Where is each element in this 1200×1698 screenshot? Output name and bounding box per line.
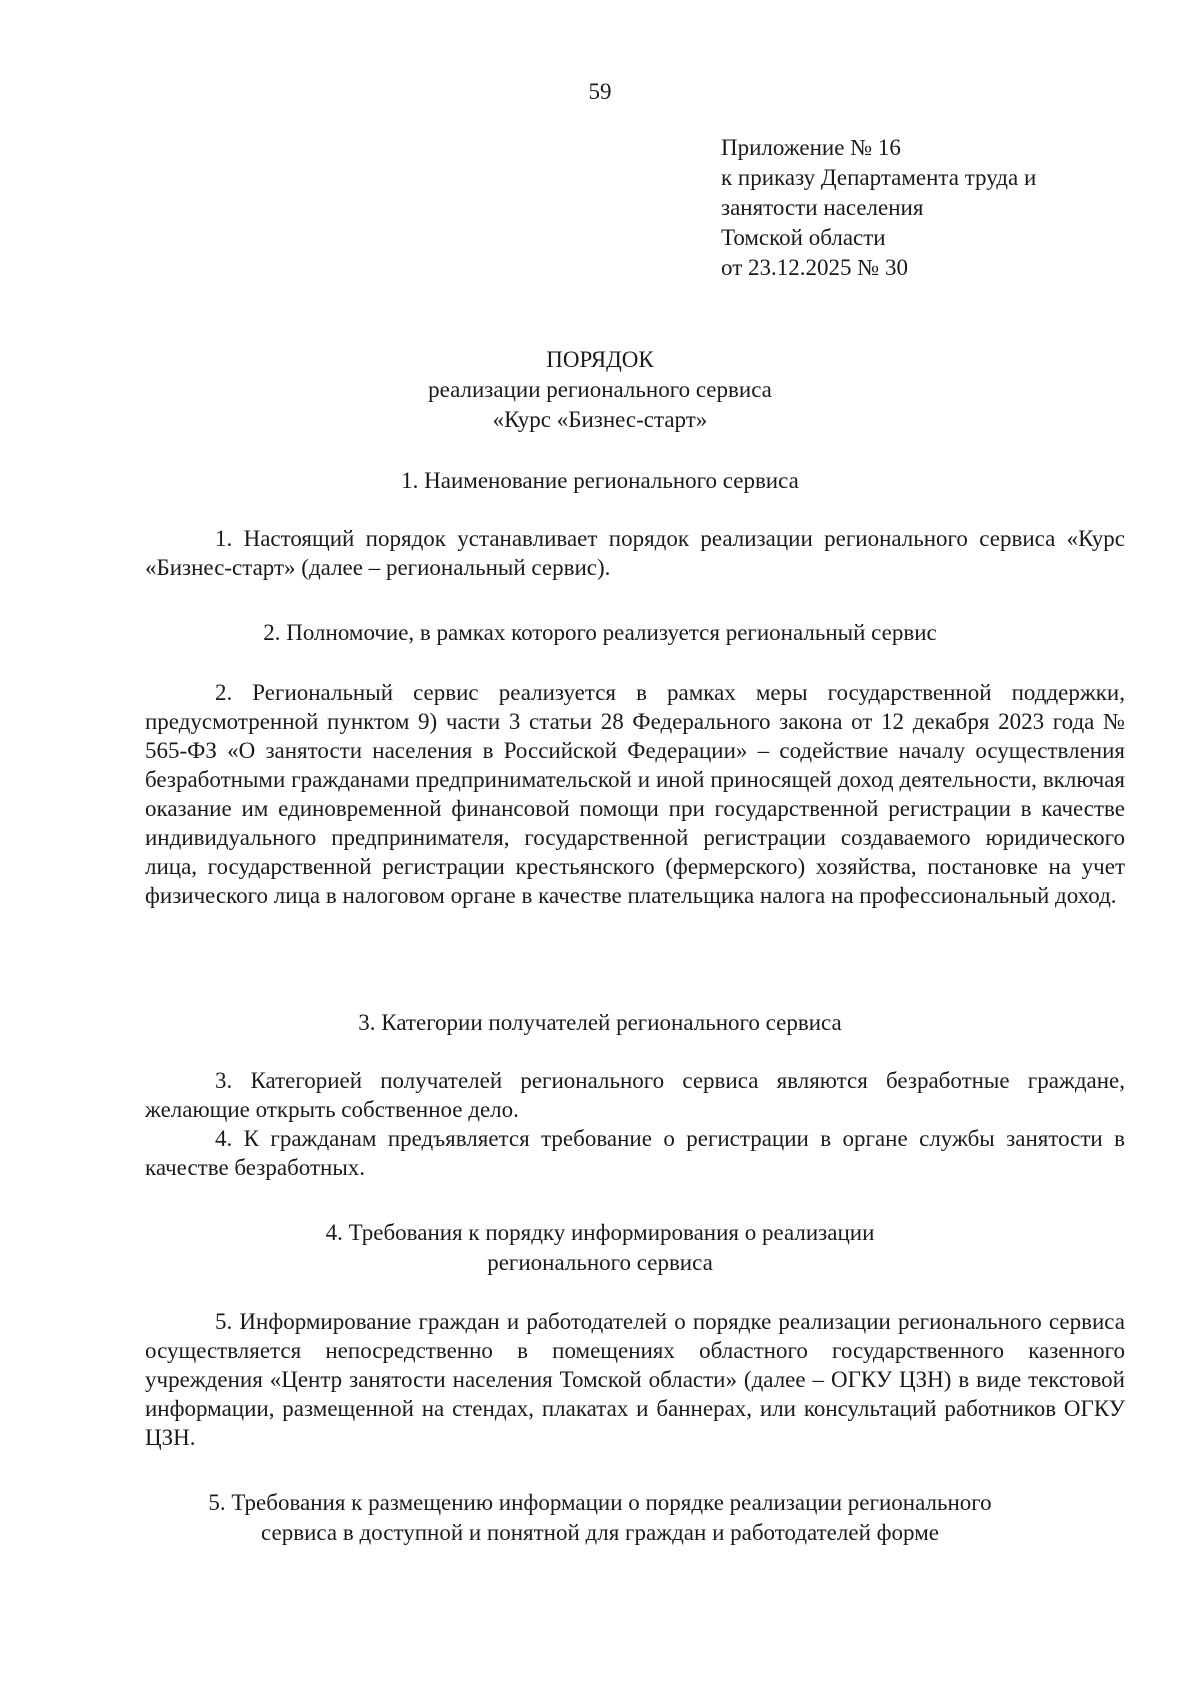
heading-line: сервиса в доступной и понятной для граждан и работодателей форме — [261, 1520, 939, 1545]
appendix-line: Приложение № 16 — [721, 135, 901, 160]
appendix-line: к приказу Департамента труда и — [721, 165, 1037, 190]
title-subtitle: реализации регионального сервиса — [428, 377, 772, 402]
appendix-line: Томской области — [721, 225, 886, 250]
paragraph-2: 2. Региональный сервис реализуется в рамках меры государственной поддержки, предусмотренной пунктом 9) части 3 статьи 28 Федерального закона от 12 декабря 2023 года № 565-ФЗ «О занятости населения в Российской Федерации» – содействие началу осуществления безработными гражданами предпринимательской и иной приносящей доход деятельности, включая оказание им единовременной финансовой помощи при государственной регистрации в качестве индивидуального предпринимателя, государственной регистрации создаваемого юридического лица, государственной регистрации крестьянского (фермерского) хозяйства, постановке на учет физического лица в налоговом органе в качестве плательщика налога на профессиональный доход. — [145, 680, 1125, 908]
paragraph-1: 1. Настоящий порядок устанавливает порядок реализации регионального сервиса «Курс «Бизнес-старт» (далее – региональный сервис). — [145, 526, 1125, 580]
paragraph-4: 4. К гражданам предъявляется требование о регистрации в органе службы занятости в качестве безработных. — [145, 1126, 1125, 1180]
section-heading-2: 2. Полномочие, в рамках которого реализуется региональный сервис — [263, 620, 937, 645]
section-heading-5 — [0, 1488, 1200, 1548]
document-title — [0, 345, 1200, 435]
heading-line: 4. Требования к порядку информирования о реализации — [325, 1220, 875, 1245]
paragraph-3: 3. Категорией получателей регионального сервиса являются безработные граждане, желающие открыть собственное дело. — [145, 1068, 1125, 1122]
page-number: 59 — [588, 79, 612, 104]
heading-line: регионального сервиса — [487, 1250, 713, 1275]
section-heading-3: 3. Категории получателей регионального сервиса — [358, 1010, 842, 1035]
appendix-block — [721, 133, 1036, 283]
section-heading-1: 1. Наименование регионального сервиса — [401, 468, 799, 493]
title-service-name: «Курс «Бизнес-старт» — [492, 407, 708, 432]
heading-line: 5. Требования к размещению информации о порядке реализации регионального — [208, 1490, 992, 1515]
appendix-line: от 23.12.2025 № 30 — [721, 255, 908, 280]
appendix-line: занятости населения — [721, 195, 924, 220]
title-main: ПОРЯДОК — [546, 347, 654, 372]
section-heading-4 — [0, 1218, 1200, 1278]
paragraph-5: 5. Информирование граждан и работодателей о порядке реализации регионального сервиса осуществляется непосредственно в помещениях областного государственного казенного учреждения «Центр занятости населения Томской области» (далее – ОГКУ ЦЗН) в виде текстовой информации, размещенной на стендах, плакатах и баннерах, или консультаций работников ОГКУ ЦЗН. — [145, 1309, 1125, 1450]
